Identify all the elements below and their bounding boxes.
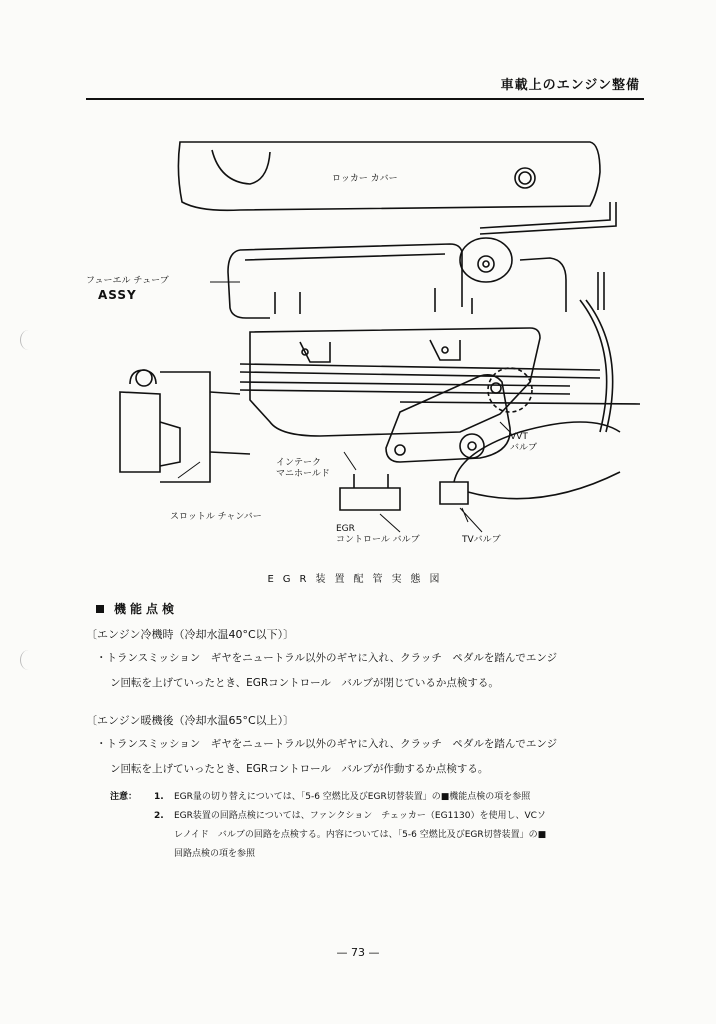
diagram-caption: EGR装置配管実態図 [267, 574, 449, 585]
page-number: — 73 — [336, 946, 380, 959]
fuel-tube-assy-label: ASSY [98, 288, 137, 302]
tv-valve [440, 482, 468, 504]
note-2-line-2: レノイド バルブの回路を点検する。内容については、「5-6 空燃比及びEGR切替装置」の■ [174, 830, 547, 840]
egr-valve-label-2: コントロール バルブ [336, 535, 420, 545]
warm-condition-text [96, 732, 656, 782]
section-title [96, 600, 178, 617]
cold-line-1: ・トランスミッション ギヤをニュートラル以外のギヤに入れ、クラッチ ペダルを踏んでエンジ [96, 652, 558, 664]
vvt-valve-body [488, 368, 532, 412]
notes-label: 注意： [110, 792, 138, 802]
hose-right [580, 272, 613, 432]
note-2-line-3: 回路点検の項を参照 [174, 849, 256, 859]
note-2-line-1: EGR装置の回路点検については、ファンクション チェッカー（EG1130）を使用し、VCソ [174, 811, 546, 821]
note-1-text: EGR量の切り替えについては、「5-6 空燃比及びEGR切替装置」の■機能点検の項を参照 [174, 792, 531, 802]
note-2-number: 2. [154, 811, 164, 821]
warm-condition-heading: 〔エンジン暖機後（冷却水温65°C以上）〕 [86, 714, 295, 727]
fuel-tube-label: フューエル チューブ [86, 276, 169, 286]
warm-line-2: ン回転を上げていったとき、EGRコントロール バルブが作動するか点検する。 [110, 763, 489, 775]
leader-line [178, 282, 510, 532]
cold-condition-heading: 〔エンジン冷機時（冷却水温40°C以下）〕 [86, 628, 295, 641]
notes-block [110, 788, 656, 864]
vvt-actuator [460, 238, 512, 282]
vvt-valve-label-2: バルブ [510, 443, 538, 453]
cold-condition-text [96, 646, 656, 696]
section-title-text: 機能点検 [114, 602, 179, 616]
egr-piping-diagram [86, 132, 660, 562]
binder-hole-mark [20, 330, 37, 350]
binder-hole-mark [20, 650, 37, 670]
fuel-tube [228, 244, 566, 318]
diagram-line-art [100, 132, 660, 562]
section-square-icon [96, 605, 104, 613]
egr-pipes [240, 364, 640, 404]
warm-line-1: ・トランスミッション ギヤをニュートラル以外のギヤに入れ、クラッチ ペダルを踏んでエンジ [96, 738, 558, 750]
egr-valve-label-1: EGR [336, 524, 355, 534]
page-header-title: 車載上のエンジン整備 [500, 78, 640, 93]
tv-valve-label: TVバルブ [462, 535, 501, 545]
rocker-cover-notch [212, 150, 270, 184]
throttle-chamber-label: スロットル チャンバー [170, 512, 262, 522]
note-1-number: 1. [154, 792, 164, 802]
rocker-cover-label: ロッカー カバー [332, 174, 398, 184]
egr-control-valve [340, 474, 400, 510]
intake-manifold-label-2: マニホールド [276, 469, 330, 479]
vvt-valve-label-1: VVT [510, 432, 528, 442]
rocker-cover-cap [515, 168, 535, 188]
intake-manifold-label-1: インテーク [276, 458, 322, 468]
cold-line-2: ン回転を上げていったとき、EGRコントロール バルブが閉じているか点検する。 [110, 677, 499, 689]
header-rule [86, 98, 644, 100]
